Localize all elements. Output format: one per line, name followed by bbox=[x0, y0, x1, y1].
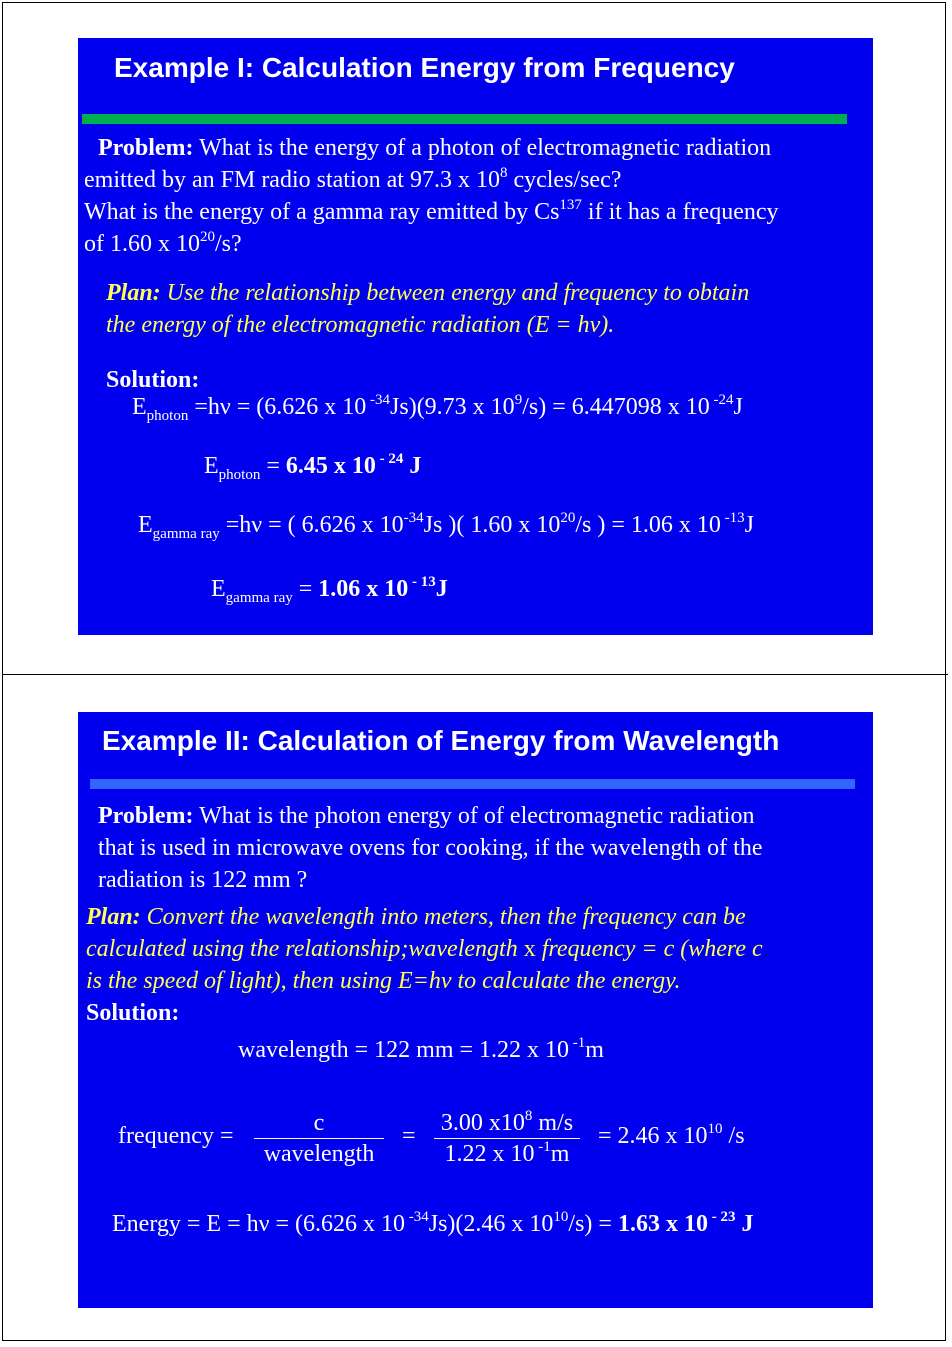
problem-line-1: Problem: What is the photon energy of of electromagnetic radiation bbox=[98, 803, 755, 829]
problem-line-2: emitted by an FM radio station at 97.3 x $10^8$ cycles/sec? bbox=[84, 165, 622, 193]
photon-energy-result: $E_{photon} = 6.45$ x 10 $^{- 24}$ J bbox=[204, 451, 422, 483]
solution-label: Solution: bbox=[106, 367, 200, 393]
energy-equation: Energy = E = hν = (6.626 x 10 $^{-34}$Js)(2.46 x $10^{10}/s) = 1.63$ x 10 $^{- 23}$ J bbox=[112, 1209, 754, 1237]
slide-title: Example I: Calculation Energy from Frequency bbox=[114, 52, 735, 83]
fraction-denominator: 1.22 x 10 $^{-1}$m bbox=[444, 1139, 570, 1167]
frequency-fraction-2 bbox=[434, 1108, 580, 1169]
plan-line-2: the energy of the electromagnetic radiation (E = hν). bbox=[106, 312, 615, 338]
plan-line-2: calculated using the relationship;wavelength x frequency = c (where c bbox=[86, 936, 763, 962]
problem-label: Problem: bbox=[98, 135, 194, 161]
gamma-energy-result: $E_{gamma ray} = 1.06$ x 10 $^{- 13}$J bbox=[211, 574, 448, 606]
slide-example-1 bbox=[78, 38, 873, 635]
title-underline-bar bbox=[82, 114, 847, 124]
slide-example-2 bbox=[78, 712, 873, 1308]
fraction-numerator: c bbox=[254, 1108, 384, 1139]
solution-label: Solution: bbox=[86, 1000, 180, 1026]
title-underline-bar bbox=[90, 779, 855, 789]
plan-line-1: Plan: Use the relationship between energy and frequency to obtain bbox=[106, 280, 750, 306]
photon-energy-equation: $E_{photon} =h\nu = (6.626$ x 10 $^{-34}$Js)(9.73 x $10^9/s) = 6.447098$ x 10 $^{-24}$J bbox=[132, 392, 743, 424]
equals-sign: = bbox=[402, 1123, 416, 1149]
problem-line-3: What is the energy of a gamma ray emitted by Cs$^{137}$ if it has a frequency bbox=[84, 197, 779, 225]
plan-line-1: Plan: Convert the wavelength into meters, then the frequency can be bbox=[86, 904, 746, 930]
fraction-denominator: wavelength bbox=[263, 1141, 375, 1167]
frequency-fraction-1 bbox=[254, 1108, 384, 1169]
problem-line-2: that is used in microwave ovens for cooking, if the wavelength of the bbox=[98, 835, 763, 861]
wavelength-conversion: wavelength = 122 mm = 1.22 x 10 $^{-1}$m bbox=[238, 1035, 604, 1063]
fraction-numerator: 3.00 $x10^8$ m/s bbox=[434, 1108, 580, 1139]
problem-label: Problem: bbox=[98, 803, 194, 829]
problem-line-3: radiation is 122 mm ? bbox=[98, 867, 308, 893]
frequency-result: = 2.46 x $10^{10}$ /s bbox=[598, 1121, 745, 1149]
plan-label: Plan: bbox=[86, 904, 141, 930]
plan-line-3: is the speed of light), then using E=hν to calculate the energy. bbox=[86, 968, 681, 994]
problem-line-4: of 1.60 x $10^{20}/s$? bbox=[84, 229, 242, 257]
problem-line-1: Problem: What is the energy of a photon of electromagnetic radiation bbox=[98, 135, 772, 161]
page-divider bbox=[2, 674, 948, 675]
frequency-label: frequency = bbox=[118, 1123, 234, 1149]
plan-label: Plan: bbox=[106, 280, 161, 306]
slide-title: Example II: Calculation of Energy from Wavelength bbox=[102, 725, 780, 756]
gamma-energy-equation: $E_{gamma ray} =h\nu$ = ( 6.626 x $10^{-34}Js$ )( 1.60 x $10^{20}/s$ ) = 1.06 x 10 $^{-13}$J bbox=[138, 510, 754, 542]
